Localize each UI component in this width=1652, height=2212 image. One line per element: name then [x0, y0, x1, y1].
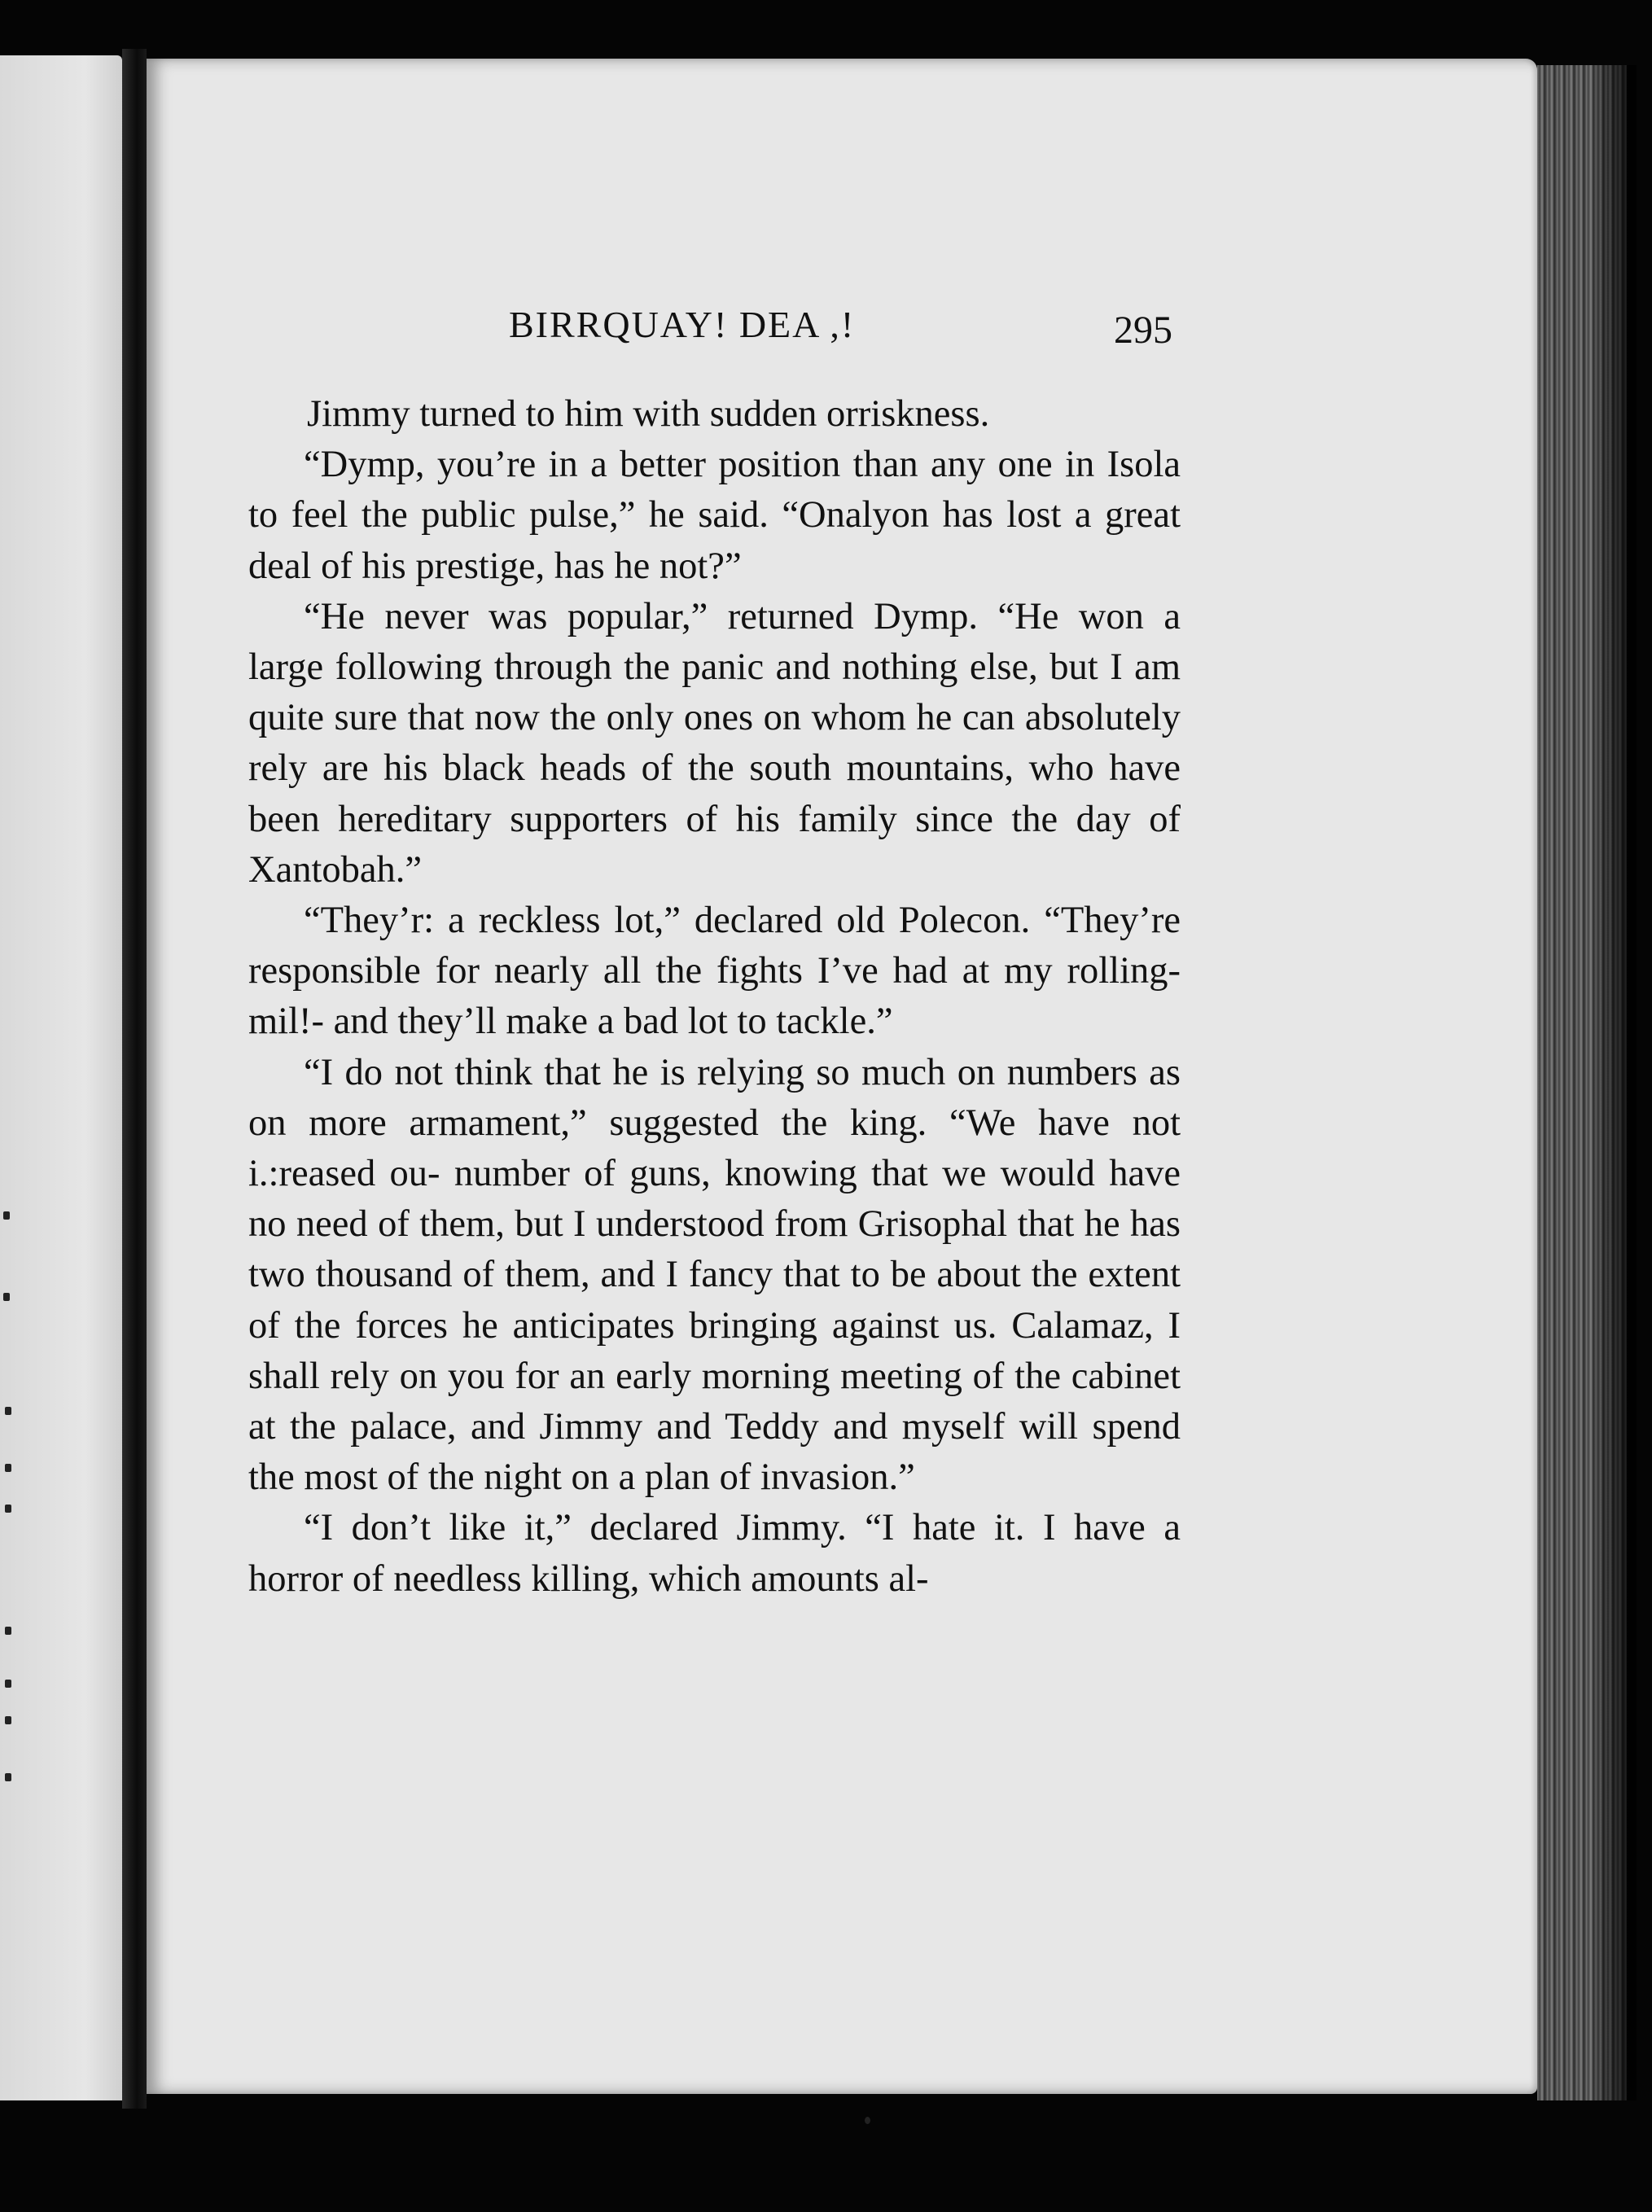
paragraph: “They’r: a reckless lot,” declared old Polecon. “They’re responsible for nearly all the fights I’ve had at my rolling-mil!- and they’ll make a bad lot to tackle.” — [248, 900, 1181, 1043]
edge-speck — [5, 1627, 11, 1635]
page-speck — [865, 2117, 870, 2124]
body-text — [248, 389, 1181, 1605]
edge-speck — [5, 1505, 11, 1513]
book-gutter — [122, 49, 147, 2109]
paragraph: “I don’t like it,” declared Jimmy. “I hate it. I have a horror of needless killing, which amounts al- — [248, 1507, 1181, 1600]
page-number: 295 — [1114, 309, 1172, 352]
paragraph: Jimmy turned to him with sudden orriskness. — [307, 393, 990, 435]
edge-speck — [5, 1716, 11, 1724]
edge-speck — [5, 1680, 11, 1688]
running-head: BIRRQUAY! DEA ,! — [509, 304, 856, 345]
paragraph: “I do not think that he is relying so much on numbers as on more armament,” suggested the king. “We have not i.:reased ou- number of guns, knowing that we would have no need of them, but I understood from Grisophal that he has two thousand of them, and I fancy that to be about the extent of the forces he anticipates bringing against us. Calamaz, I shall rely on you for an early morning meeting of the cabinet at the palace, and Jimmy and Teddy and myself will spend the most of the night on a plan of invasion.” — [248, 1051, 1181, 1499]
facing-page-edge — [0, 55, 122, 2100]
edge-speck — [3, 1293, 10, 1301]
paragraph: “Dymp, you’re in a better position than any one in Isola to feel the public pulse,” he said. “Onalyon has lost a great deal of his prestige, has he not?” — [248, 444, 1181, 587]
paragraph: “He never was popular,” returned Dymp. “He won a large following through the panic and nothing else, but I am quite sure that now the only ones on whom he can absolutely rely are his black heads of the south mountains, who have been hereditary supporters of his family since the day of Xantobah.” — [248, 595, 1181, 891]
edge-speck — [5, 1773, 11, 1781]
edge-speck — [5, 1407, 11, 1415]
edge-speck — [5, 1464, 11, 1472]
page-edges-shadow — [1596, 65, 1637, 2100]
edge-speck — [3, 1211, 10, 1220]
